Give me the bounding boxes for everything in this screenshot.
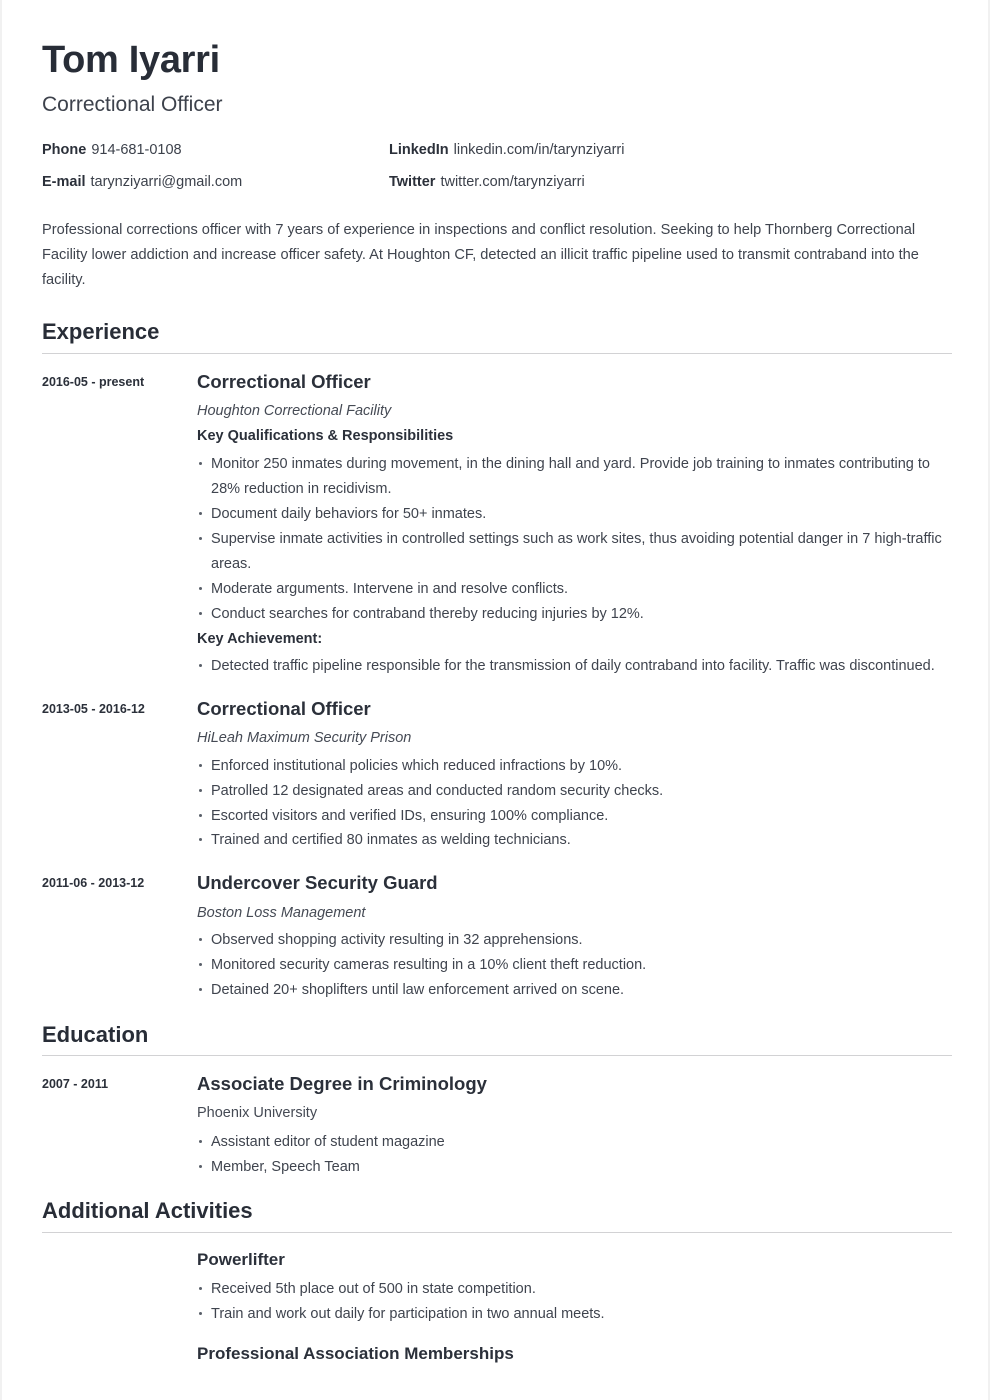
contact-label-phone: Phone bbox=[42, 141, 87, 158]
bullet-item: Escorted visitors and verified IDs, ensuring 100% compliance. bbox=[197, 804, 948, 829]
contact-label-twitter: Twitter bbox=[389, 173, 436, 190]
entry-dates: 2013-05 - 2016-12 bbox=[42, 702, 145, 717]
entry-organization: Houghton Correctional Facility bbox=[197, 402, 392, 419]
section-divider-activities bbox=[42, 1232, 952, 1233]
experience-entry bbox=[42, 370, 948, 681]
resume-content bbox=[2, 0, 988, 1371]
entry-bullet-list bbox=[197, 1130, 948, 1180]
section-heading-experience: Experience bbox=[42, 319, 160, 345]
entry-subheading-achievement: Key Achievement: bbox=[197, 630, 323, 647]
entry-dates-empty bbox=[42, 1249, 197, 1329]
bullet-item: Moderate arguments. Intervene in and resolve conflicts. bbox=[197, 577, 948, 602]
contact-item-email bbox=[42, 173, 389, 193]
candidate-job-title: Correctional Officer bbox=[42, 92, 223, 116]
section-experience bbox=[42, 319, 948, 1004]
contact-value-twitter[interactable]: twitter.com/tarynziyarri bbox=[440, 173, 585, 190]
contact-value-phone: 914-681-0108 bbox=[91, 141, 182, 158]
entry-body bbox=[197, 1072, 948, 1182]
bullet-item: Trained and certified 80 inmates as welding technicians. bbox=[197, 828, 948, 853]
section-heading-education: Education bbox=[42, 1021, 149, 1047]
contact-label-email: E-mail bbox=[42, 173, 86, 190]
entry-organization: HiLeah Maximum Security Prison bbox=[197, 730, 412, 747]
bullet-item: Observed shopping activity resulting in 32 apprehensions. bbox=[197, 928, 948, 953]
entry-dates-empty bbox=[42, 1343, 197, 1371]
candidate-name: Tom Iyarri bbox=[42, 39, 220, 81]
contact-value-linkedin[interactable]: linkedin.com/in/tarynziyarri bbox=[453, 141, 625, 158]
bullet-item: Conduct searches for contraband thereby reducing injuries by 12%. bbox=[197, 602, 948, 627]
entry-body bbox=[197, 370, 948, 681]
section-additional-activities bbox=[42, 1198, 948, 1371]
entry-body bbox=[197, 1343, 948, 1371]
entry-bullet-list bbox=[197, 928, 948, 1003]
entry-body bbox=[197, 871, 948, 1004]
entry-bullet-list bbox=[197, 1277, 948, 1327]
contact-info-grid bbox=[42, 141, 948, 192]
entry-organization: Boston Loss Management bbox=[197, 904, 366, 921]
bullet-item: Detained 20+ shoplifters until law enforcement arrived on scene. bbox=[197, 978, 948, 1003]
bullet-item: Patrolled 12 designated areas and conducted random security checks. bbox=[197, 779, 948, 804]
contact-item-linkedin bbox=[389, 141, 948, 161]
resume-header bbox=[42, 40, 948, 192]
professional-summary: Professional corrections officer with 7 years of experience in inspections and conflict resolution. Seeking to help Thornberg Correctional Facility lower addiction and increase officer safety. At Houghton CF, detected an illicit traffic pipeline used to transmit contraband into the facility. bbox=[42, 222, 919, 289]
education-entry bbox=[42, 1072, 948, 1182]
entry-body bbox=[197, 1249, 948, 1329]
bullet-item: Detected traffic pipeline responsible for the transmission of daily contraband into facility. Traffic was discontinued. bbox=[197, 654, 948, 679]
section-divider-education bbox=[42, 1055, 952, 1056]
contact-value-email[interactable]: tarynziyarri@gmail.com bbox=[90, 173, 243, 190]
activity-entry bbox=[42, 1343, 948, 1371]
entry-dates: 2011-06 - 2013-12 bbox=[42, 876, 145, 891]
entry-title: Correctional Officer bbox=[197, 370, 371, 392]
activity-entry bbox=[42, 1249, 948, 1329]
entry-title: Associate Degree in Criminology bbox=[197, 1073, 487, 1094]
bullet-item: Monitored security cameras resulting in a 10% client theft reduction. bbox=[197, 953, 948, 978]
bullet-item: Monitor 250 inmates during movement, in the dining hall and yard. Provide job training to inmates contributing to 28% reduction in recidivism. bbox=[197, 452, 948, 502]
bullet-item: Received 5th place out of 500 in state competition. bbox=[197, 1277, 948, 1302]
contact-item-phone bbox=[42, 141, 389, 161]
entry-dates: 2016-05 - present bbox=[42, 374, 145, 389]
bullet-item: Assistant editor of student magazine bbox=[197, 1130, 948, 1155]
entry-body bbox=[197, 697, 948, 855]
entry-bullet-list bbox=[197, 452, 948, 627]
bullet-item: Supervise inmate activities in controlled settings such as work sites, thus avoiding potential danger in 7 high-traffic areas. bbox=[197, 527, 948, 577]
experience-entry bbox=[42, 697, 948, 855]
entry-organization: Phoenix University bbox=[197, 1105, 318, 1122]
entry-title: Correctional Officer bbox=[197, 698, 371, 720]
section-education bbox=[42, 1022, 948, 1183]
entry-title: Professional Association Memberships bbox=[197, 1343, 514, 1363]
section-divider-experience bbox=[42, 353, 952, 354]
bullet-item: Enforced institutional policies which reduced infractions by 10%. bbox=[197, 754, 948, 779]
experience-entry bbox=[42, 871, 948, 1004]
entry-dates: 2007 - 2011 bbox=[42, 1077, 109, 1091]
entry-bullet-list bbox=[197, 754, 948, 854]
bullet-item: Document daily behaviors for 50+ inmates. bbox=[197, 502, 948, 527]
entry-title: Powerlifter bbox=[197, 1249, 285, 1269]
contact-item-twitter bbox=[389, 173, 948, 193]
entry-subheading-qualifications: Key Qualifications & Responsibilities bbox=[197, 428, 454, 445]
entry-achievement-list bbox=[197, 654, 948, 679]
entry-title: Undercover Security Guard bbox=[197, 872, 438, 894]
bullet-item: Member, Speech Team bbox=[197, 1155, 948, 1180]
section-heading-activities: Additional Activities bbox=[42, 1198, 253, 1224]
bullet-item: Train and work out daily for participation in two annual meets. bbox=[197, 1302, 948, 1327]
contact-label-linkedin: LinkedIn bbox=[389, 141, 449, 158]
